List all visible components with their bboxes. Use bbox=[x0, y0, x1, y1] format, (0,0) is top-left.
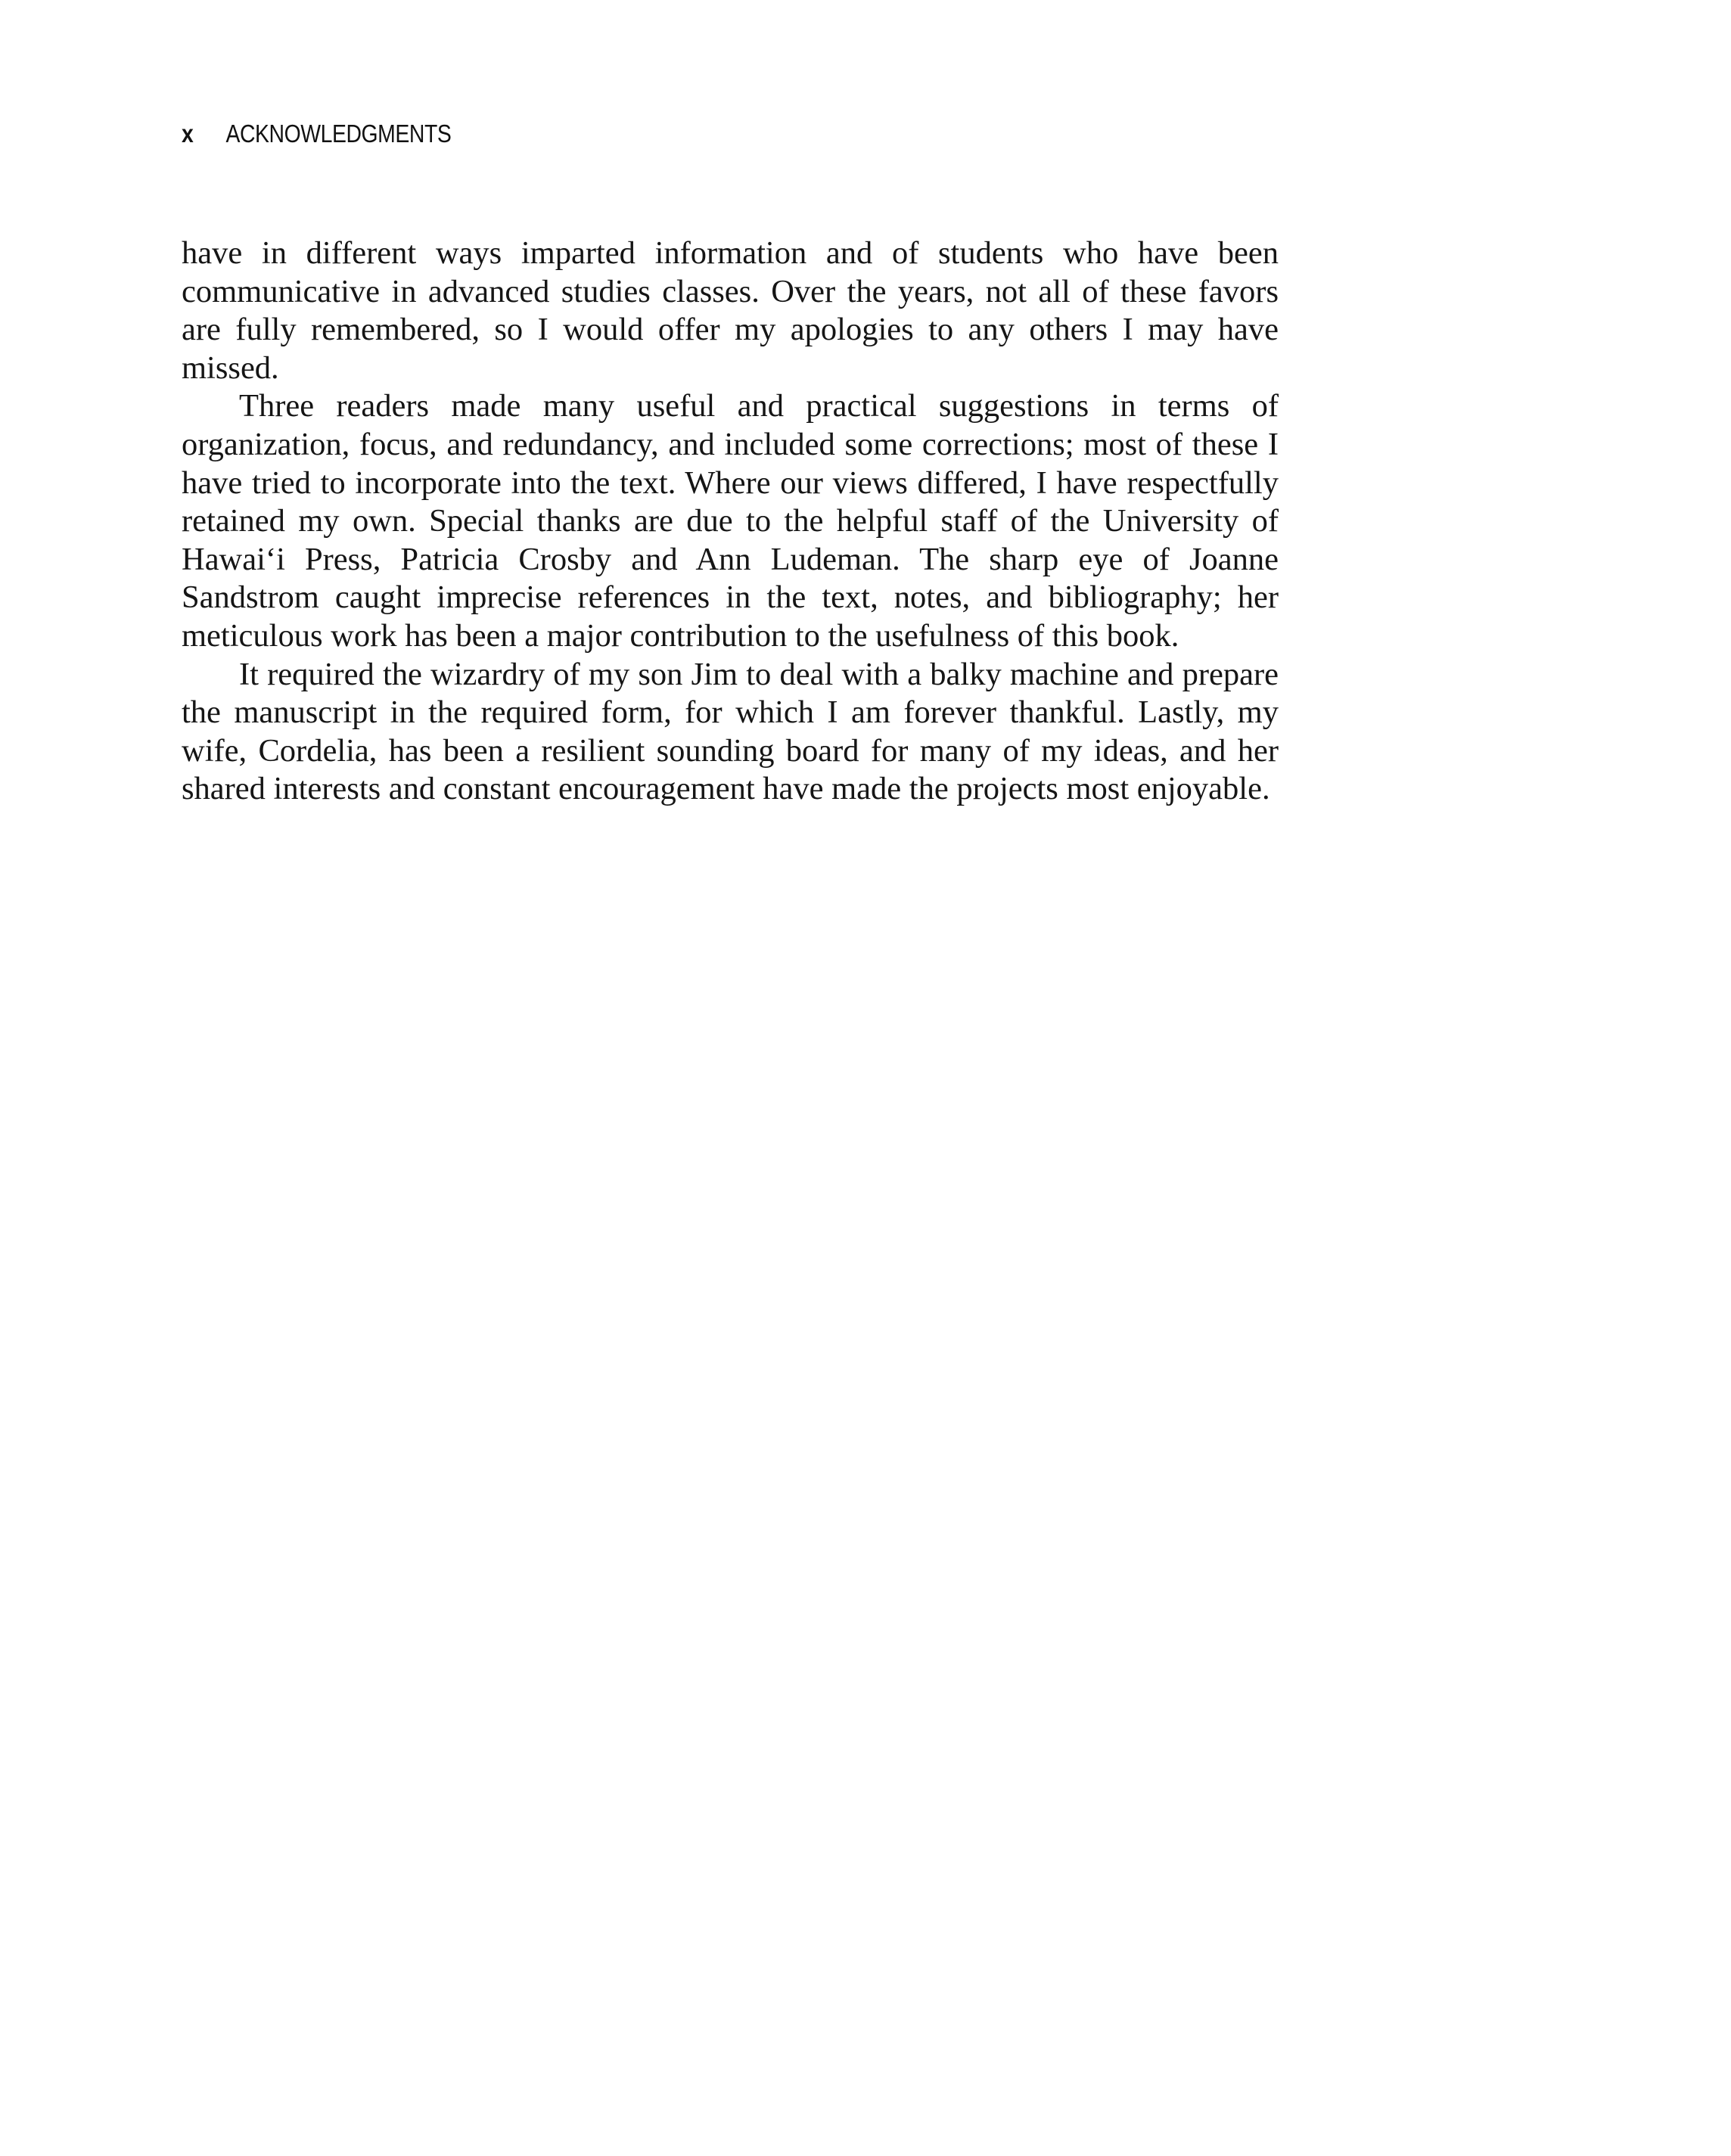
paragraph-3: It required the wizardry of my son Jim to deal with a balky machine and prepare the manuscript in the required form, for which I am forever thankful. Lastly, my wife, Cordelia, has been a resilient sounding board for many of my ideas, and her shared interests and constant encouragement have made the projects most enjoyable. bbox=[182, 656, 1279, 807]
body-text bbox=[182, 235, 1279, 809]
paragraph-1: have in different ways imparted information and of students who have been communicative in advanced studies classes. Over the years, not all of these favors are fully remembered, so I would offer my apologies to any others I may have missed. bbox=[182, 235, 1279, 386]
section-title: ACKNOWLEDGMENTS bbox=[225, 120, 452, 148]
page-number: x bbox=[182, 120, 194, 148]
running-head bbox=[182, 120, 451, 157]
paragraph-2: Three readers made many useful and practical suggestions in terms of organization, focus, and redundancy, and included some corrections; most of these I have tried to incorporate into the text. Where our views differed, I have respectfully retained my own. Special thanks are due to the helpful staff of the University of Hawai‘i Press, Patricia Crosby and Ann Ludeman. The sharp eye of Joanne Sandstrom caught imprecise references in the text, notes, and bibliography; her meticulous work has been a major contribution to the usefulness of this book. bbox=[182, 388, 1279, 654]
